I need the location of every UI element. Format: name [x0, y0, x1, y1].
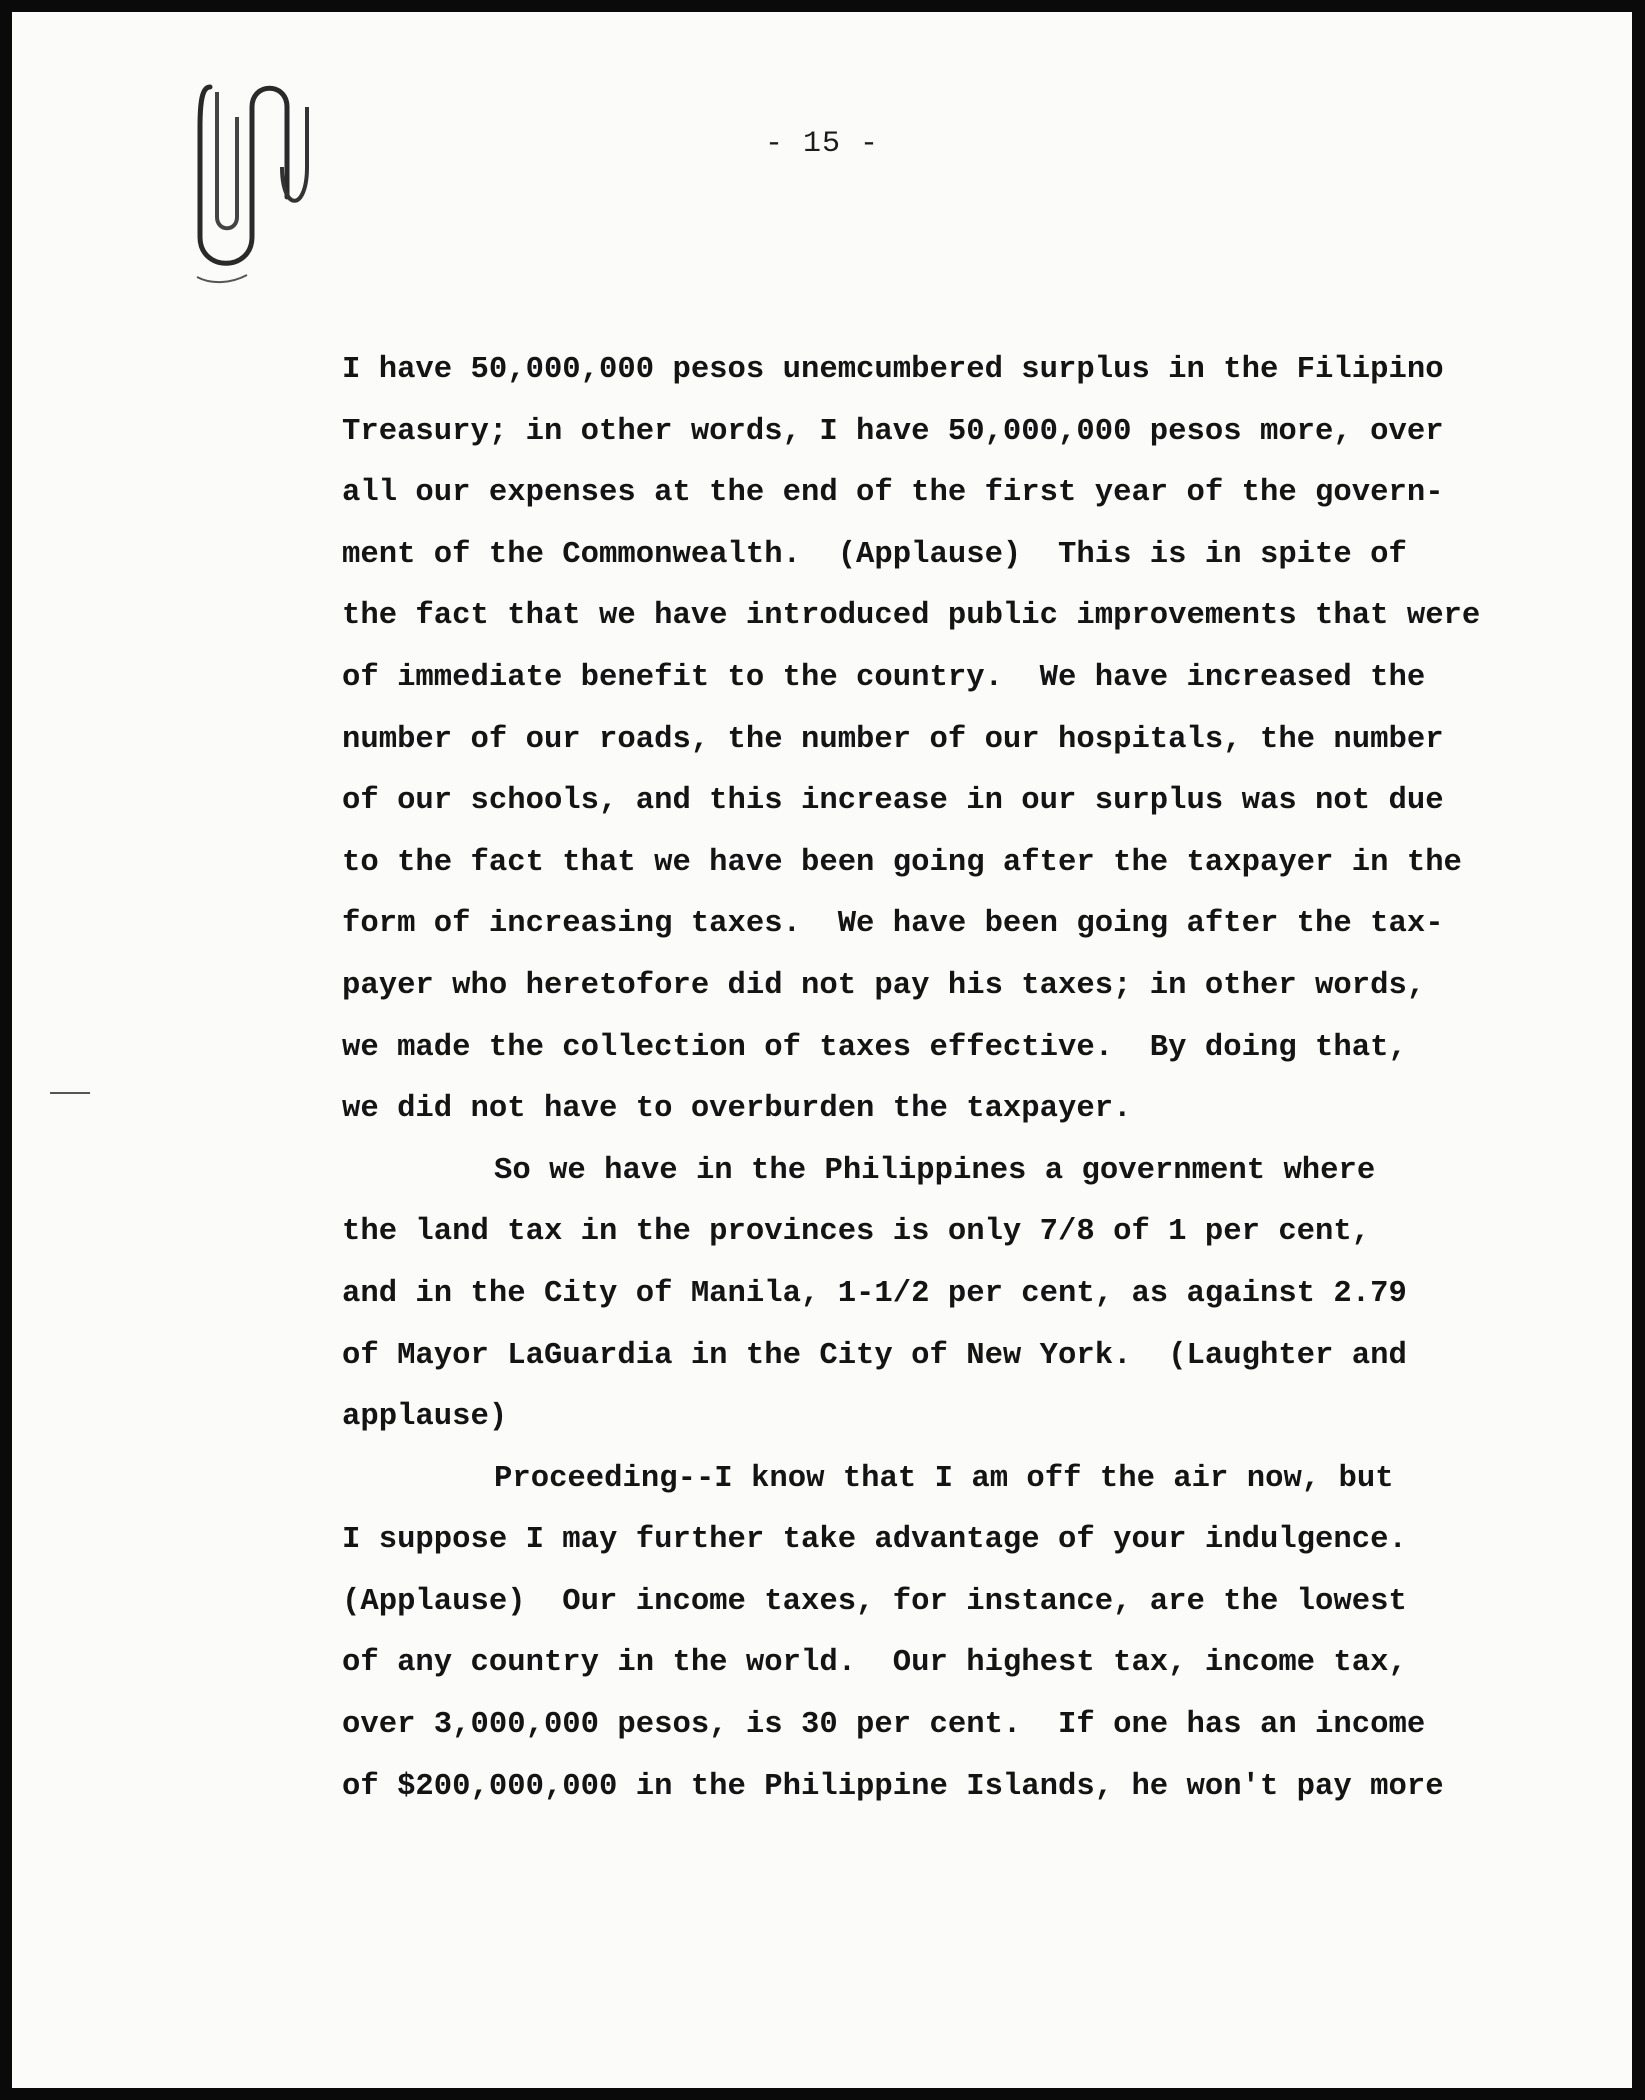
text-line: Treasury; in other words, I have 50,000,000 pesos more, over — [342, 414, 1444, 449]
text-line: form of increasing taxes. We have been going after the tax- — [342, 907, 1444, 942]
text-line: number of our roads, the number of our hospitals, the number — [342, 722, 1444, 757]
text-line: Proceeding--I know that I am off the air now, but — [494, 1461, 1394, 1496]
text-line: ment of the Commonwealth. (Applause) This is in spite of — [342, 537, 1407, 572]
text-line: applause) — [342, 1400, 508, 1435]
text-line: the fact that we have introduced public improvements that were — [342, 599, 1481, 634]
text-line: all our expenses at the end of the first year of the govern- — [342, 476, 1444, 511]
document-page — [12, 12, 1632, 2088]
text-line: payer who heretofore did not pay his taxes; in other words, — [342, 968, 1426, 1003]
paperclip-icon — [192, 47, 332, 287]
text-line: we did not have to overburden the taxpayer. — [342, 1092, 1132, 1127]
text-line: the land tax in the provinces is only 7/8 of 1 per cent, — [342, 1215, 1371, 1250]
scan-mark — [50, 1092, 90, 1094]
text-line: of Mayor LaGuardia in the City of New York. (Laughter and — [342, 1338, 1407, 1373]
text-line: I have 50,000,000 pesos unemcumbered surplus in the Filipino — [342, 353, 1444, 387]
text-line: of any country in the world. Our highest tax, income tax, — [342, 1646, 1407, 1681]
text-line: of immediate benefit to the country. We have increased the — [342, 660, 1426, 695]
text-line: we made the collection of taxes effective. By doing that, — [342, 1030, 1407, 1065]
text-line: of our schools, and this increase in our surplus was not due — [342, 784, 1444, 819]
text-line: over 3,000,000 pesos, is 30 per cent. If one has an income — [342, 1708, 1426, 1743]
text-line: of $200,000,000 in the Philippine Islands, he won't pay more — [342, 1769, 1444, 1804]
text-line: So we have in the Philippines a government where — [494, 1153, 1376, 1188]
page-number: - 15 - — [764, 127, 880, 161]
body-text — [342, 340, 1542, 1818]
text-line: and in the City of Manila, 1-1/2 per cent, as against 2.79 — [342, 1276, 1407, 1311]
text-line: (Applause) Our income taxes, for instance, are the lowest — [342, 1584, 1407, 1619]
text-line: I suppose I may further take advantage of your indulgence. — [342, 1523, 1407, 1558]
text-line: to the fact that we have been going after the taxpayer in the — [342, 845, 1462, 880]
